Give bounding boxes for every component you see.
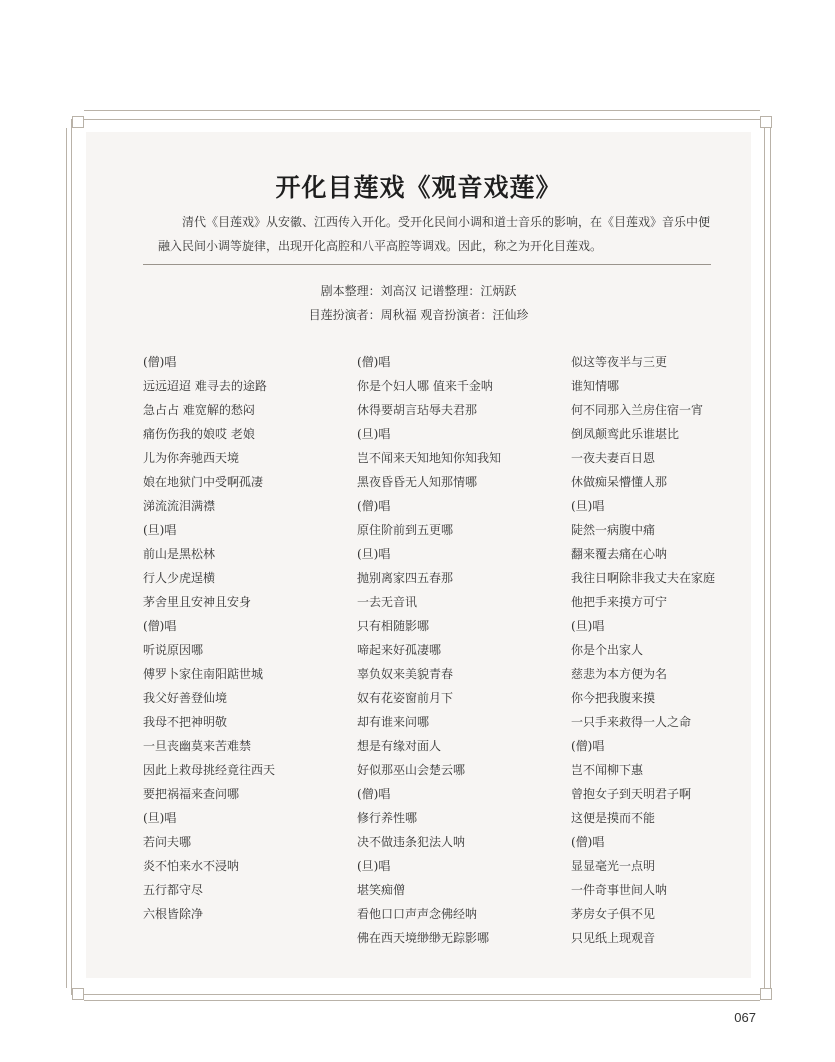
lyric-line: 抛别离家四五春那 [357, 571, 454, 585]
lyric-line: (旦)唱 [357, 427, 391, 441]
lyric-line: 你是个妇人哪 值来千金呐 [357, 379, 493, 393]
lyric-line: 炎不怕来水不浸呐 [143, 859, 240, 873]
lyric-line: 曾抱女子到天明君子啊 [571, 787, 692, 801]
lyric-line: (僧)唱 [357, 355, 391, 369]
lyric-line: 娘在地狱门中受啊孤凄 [143, 475, 264, 489]
lyric-line: 儿为你奔驰西天境 [143, 451, 240, 465]
lyric-line: 辜负奴来美貌青春 [357, 667, 454, 681]
frame-corner-bottom-right [760, 988, 772, 1000]
lyric-line: 要把祸福来查问哪 [143, 787, 240, 801]
lyrics-column-1 [143, 350, 333, 926]
lyric-line: 黑夜昏昏无人知那情哪 [357, 475, 478, 489]
frame-corner-top-left [72, 116, 84, 128]
lyric-line: (旦)唱 [143, 523, 177, 537]
lyric-line: 他把手来摸方可宁 [571, 595, 668, 609]
frame-corner-bottom-left [72, 988, 84, 1000]
frame-corner-top-right [760, 116, 772, 128]
lyric-line: 行人少虎逞横 [143, 571, 216, 585]
lyric-line: 听说原因哪 [143, 643, 204, 657]
lyric-line: (旦)唱 [357, 859, 391, 873]
lyric-line: 你是个出家人 [571, 643, 644, 657]
frame-bottom-line [84, 1000, 760, 1001]
lyric-line: (僧)唱 [571, 835, 605, 849]
lyric-line: 六根皆除净 [143, 907, 204, 921]
lyric-line: (僧)唱 [357, 499, 391, 513]
lyric-line: 茅房女子俱不见 [571, 907, 656, 921]
lyric-line: 傅罗卜家住南阳踮世城 [143, 667, 264, 681]
lyric-line: (旦)唱 [571, 619, 605, 633]
lyric-line: 决不做违条犯法人呐 [357, 835, 466, 849]
lyric-line: (僧)唱 [357, 787, 391, 801]
lyric-line: 若问夫哪 [143, 835, 192, 849]
lyric-line: 一去无音讯 [357, 595, 418, 609]
lyric-line: 你今把我腹来摸 [571, 691, 656, 705]
frame-left-line [66, 128, 67, 988]
lyric-line: 原住阶前到五更哪 [357, 523, 454, 537]
lyric-line: 啼起来好孤凄哪 [357, 643, 442, 657]
lyric-line: 因此上救母挑经竟往西天 [143, 763, 276, 777]
intro-paragraph: 清代《目莲戏》从安徽、江西传入开化。受开化民间小调和道士音乐的影响，在《目莲戏》音乐中便融入民间小调等旋律，出现开化高腔和八平高腔等调戏。因此，称之为开化目莲戏。 [158, 215, 711, 253]
lyric-line: 只见纸上现观音 [571, 931, 656, 945]
lyric-line: 前山是黑松林 [143, 547, 216, 561]
lyric-line: 五行都守尽 [143, 883, 204, 897]
lyric-line: 休做痴呆懵懂人那 [571, 475, 668, 489]
lyric-line: 急占占 难宽解的愁闷 [143, 403, 255, 417]
lyric-line: 茅舍里且安神且安身 [143, 595, 252, 609]
lyric-line: 显显毫光一点明 [571, 859, 656, 873]
lyric-line: 堪笑痴僧 [357, 883, 406, 897]
lyric-line: 岂不闻柳下惠 [571, 763, 644, 777]
lyric-line: 慈悲为本方便为名 [571, 667, 668, 681]
lyric-line: 一件奇事世间人呐 [571, 883, 668, 897]
lyric-line: 岂不闻来天知地知你知我知 [357, 451, 502, 465]
lyric-line: 休得要胡言玷辱夫君那 [357, 403, 478, 417]
lyric-line: 一夜夫妻百日恩 [571, 451, 656, 465]
lyric-line: 远远迢迢 难寻去的途路 [143, 379, 267, 393]
lyric-line: 想是有缘对面人 [357, 739, 442, 753]
lyric-line: 看他口口声声念佛经呐 [357, 907, 478, 921]
lyric-line: 我往日啊除非我丈夫在家庭 [571, 571, 716, 585]
lyric-line: 只有相随影哪 [357, 619, 430, 633]
lyrics-column-3 [571, 350, 761, 950]
lyric-line: (旦)唱 [571, 499, 605, 513]
frame-right-line [770, 128, 771, 988]
lyric-line: 倒凤颠鸾此乐谁堪比 [571, 427, 680, 441]
lyric-line: 奴有花姿窗前月下 [357, 691, 454, 705]
lyric-line: (旦)唱 [143, 811, 177, 825]
lyric-line: 佛在西天境缈缈无踪影哪 [357, 931, 490, 945]
lyric-line: 我父好善登仙境 [143, 691, 228, 705]
lyric-line: 何不同那入兰房住宿一宵 [571, 403, 704, 417]
lyric-line: 谁知情哪 [571, 379, 620, 393]
lyrics-column-2 [357, 350, 547, 950]
lyric-line: 好似那巫山会楚云哪 [357, 763, 466, 777]
lyric-line: (僧)唱 [143, 619, 177, 633]
lyric-line: 痛伤伤我的娘哎 老娘 [143, 427, 255, 441]
page-title: 开化目莲戏《观音戏莲》 [275, 173, 562, 202]
credits-line-2: 目莲扮演者：周秋福 观音扮演者：汪仙珍 [308, 308, 529, 322]
lyric-line: (旦)唱 [357, 547, 391, 561]
divider [143, 264, 711, 265]
lyric-line: 陡然一病腹中痛 [571, 523, 656, 537]
lyric-line: (僧)唱 [143, 355, 177, 369]
lyric-line: 一旦丧幽莫来苦难禁 [143, 739, 252, 753]
lyric-line: 这便是摸而不能 [571, 811, 656, 825]
page-number: 067 [734, 1010, 756, 1025]
lyric-line: 涕流流泪满襟 [143, 499, 216, 513]
credits-line-1: 剧本整理：刘高汉 记谱整理：江炳跃 [320, 284, 517, 298]
lyric-line: 一只手来救得一人之命 [571, 715, 692, 729]
lyric-line: 翻来覆去痛在心呐 [571, 547, 668, 561]
lyric-line: 我母不把神明敬 [143, 715, 228, 729]
lyric-line: 似这等夜半与三更 [571, 355, 668, 369]
lyric-line: (僧)唱 [571, 739, 605, 753]
lyric-line: 却有谁来问哪 [357, 715, 430, 729]
lyric-line: 修行养性哪 [357, 811, 418, 825]
frame-top-line [84, 110, 760, 111]
